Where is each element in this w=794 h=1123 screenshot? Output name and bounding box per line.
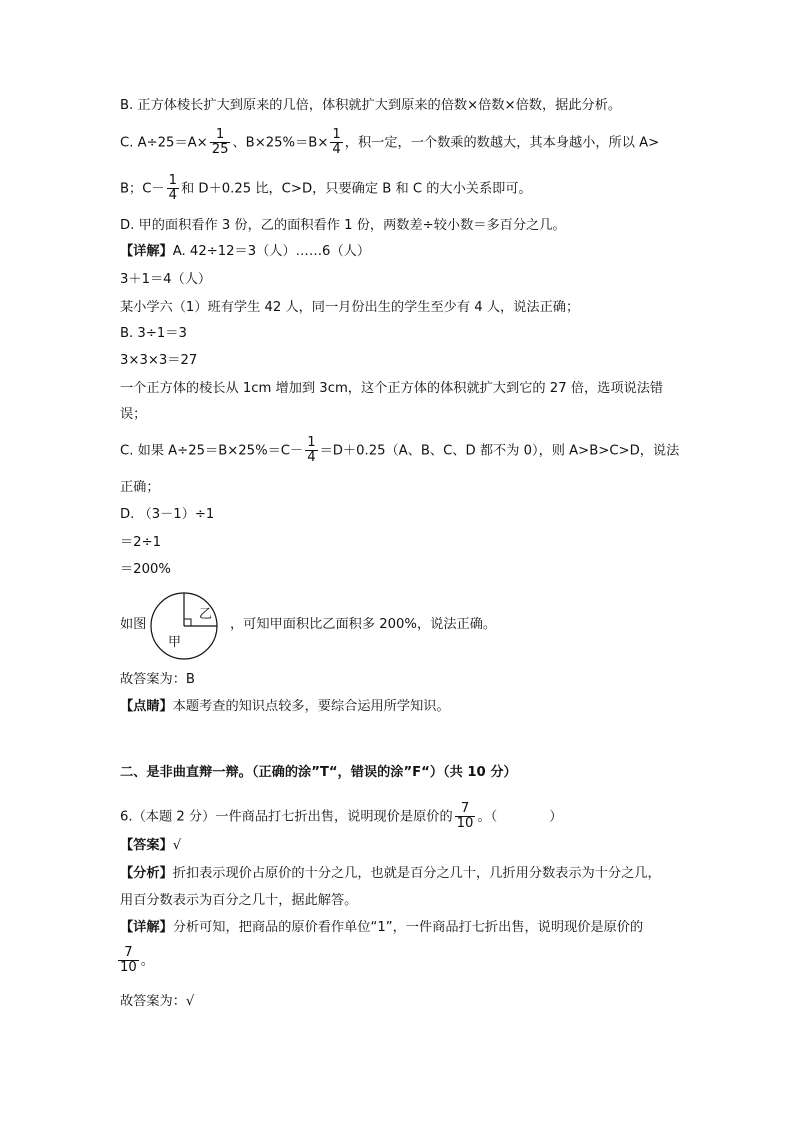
text: B；C－ [120, 181, 165, 197]
denominator: 10 [456, 816, 474, 831]
text: ，积一定，一个数乘的数越大，其本身越小，所以 A> [344, 135, 660, 151]
c-analysis-line1 [120, 128, 659, 157]
calc-a2: 3＋1＝4（人） [120, 272, 212, 287]
answer-2: 故答案为：√ [120, 994, 195, 1009]
numerator: 1 [210, 128, 231, 143]
calc-d3: ＝200% [120, 562, 171, 577]
section-title: 二、是非曲直辩一辩。（正确的涂”T“，错误的涂”F“）（共 10 分） [120, 765, 517, 780]
circle-figure [147, 590, 229, 662]
calc-d2: ＝2÷1 [120, 535, 162, 550]
answer-tag-line [120, 838, 181, 854]
denominator: 4 [307, 450, 316, 465]
denominator: 4 [332, 142, 341, 157]
fig-prefix: 如图 [120, 617, 147, 632]
answer-tag: 【答案】 [120, 838, 173, 853]
detail-line1 [120, 920, 643, 936]
text: 折扣表示现价占原价的十分之几，也就是百分之几十，几折用分数表示为十分之几， [172, 866, 661, 881]
c-analysis-line2 [120, 174, 532, 203]
detail-line2 [118, 946, 154, 975]
fraction-1-25 [210, 128, 231, 157]
text: 。（ [477, 809, 498, 825]
b-analysis: B. 正方体棱长扩大到原来的几倍，体积就扩大到原来的倍数×倍数×倍数，据此分析。 [120, 98, 622, 113]
fraction-1-4 [167, 174, 179, 203]
text: 分析可知，把商品的原价看作单位“1”，一件商品打七折出售，说明现价是原价的 [172, 920, 644, 935]
d-analysis: D. 甲的面积看作 3 份，乙的面积看作 1 份，两数差÷较小数＝多百分之几。 [120, 218, 566, 233]
text: C. A÷25＝A× [120, 135, 208, 151]
numerator: 1 [307, 435, 316, 450]
analysis-line1 [120, 866, 661, 882]
check-mark: √ [172, 838, 182, 853]
right-angle-mark [184, 619, 191, 626]
analysis-tag: 【分析】 [120, 866, 173, 881]
conclusion-b2: 误； [120, 407, 147, 422]
denominator: 4 [168, 188, 178, 203]
fig-suffix: ，可知甲面积比乙面积多 200%，说法正确。 [230, 617, 497, 632]
text: 6.（本题 2 分）一件商品打七折出售，说明现价是原价的 [120, 809, 453, 825]
fraction-1-4 [305, 436, 317, 465]
d-label: D. （3－1）÷1 [120, 507, 215, 522]
comment-tag: 【点睛】 [120, 699, 173, 714]
detail-tag: 【详解】 [120, 920, 173, 935]
numerator: 7 [118, 946, 139, 961]
text: ） [549, 809, 563, 825]
numerator: 1 [332, 127, 341, 142]
fraction-1-4 [330, 128, 342, 157]
conclusion-a: 某小学六（1）班有学生 42 人，同一月份出生的学生至少有 4 人，说法正确； [120, 300, 580, 315]
label-yi: 乙 [199, 607, 213, 622]
detail-tag: 【详解】 [120, 244, 173, 259]
numerator: 7 [455, 802, 476, 817]
text: 和 D＋0.25 比，C>D，只要确定 B 和 C 的大小关系即可。 [181, 181, 532, 197]
fraction-7-10 [118, 946, 139, 975]
fraction-7-10 [455, 802, 476, 831]
detail-a [120, 244, 370, 260]
numerator: 1 [168, 173, 178, 188]
answer-1: 故答案为：B [120, 672, 195, 687]
text: A. 42÷12＝3（人）……6（人） [172, 244, 371, 259]
question-6 [120, 802, 562, 831]
b-label: B. 3÷1＝3 [120, 326, 187, 341]
c-detail2: 正确； [120, 480, 160, 495]
analysis-line2: 用百分数表示为百分之几十，据此解答。 [120, 893, 358, 908]
text: C. 如果 A÷25＝B×25%＝C－ [120, 443, 304, 459]
text: 。 [140, 953, 154, 969]
denominator: 10 [120, 960, 137, 975]
comment [120, 699, 450, 715]
text: ＝D＋0.25（A、B、C、D 都不为 0），则 A>B>C>D，说法 [319, 443, 680, 459]
text: 本题考查的知识点较多，要综合运用所学知识。 [172, 699, 450, 714]
calc-b2: 3×3×3＝27 [120, 353, 198, 368]
denominator: 25 [211, 142, 229, 157]
text: 、B×25%＝B× [232, 135, 329, 151]
conclusion-b1: 一个正方体的棱长从 1cm 增加到 3cm，这个正方体的体积就扩大到它的 27 倍，选项说法错 [120, 381, 664, 396]
c-detail [120, 436, 679, 465]
label-jia: 甲 [168, 635, 182, 650]
